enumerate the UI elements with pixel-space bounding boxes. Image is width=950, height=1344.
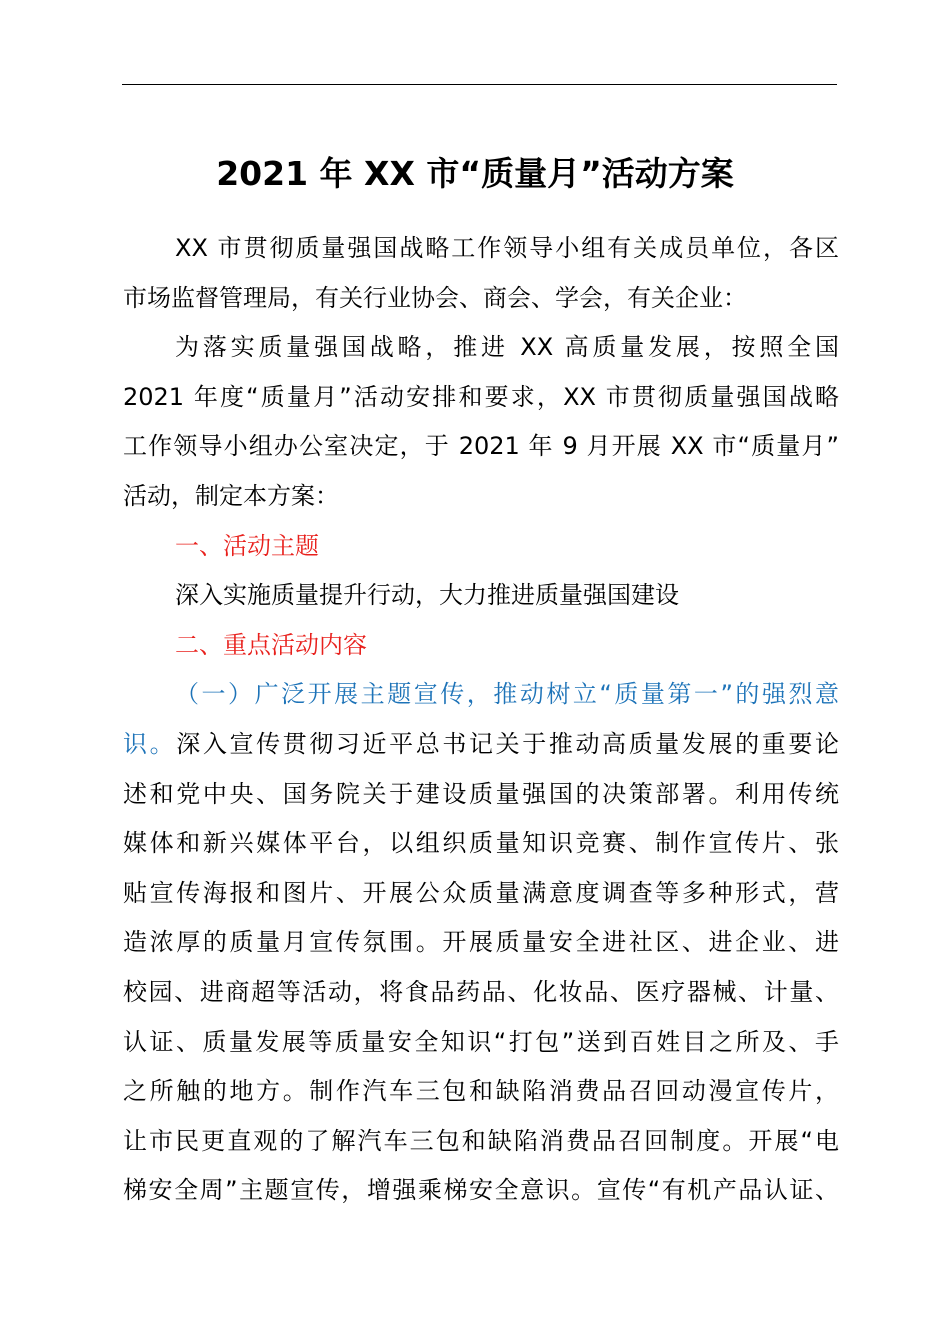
salutation-paragraph	[123, 224, 839, 323]
subsection1-line	[123, 720, 839, 770]
header-rule	[122, 84, 837, 85]
subsection1-heading-end: 识。	[123, 729, 177, 758]
section1-heading-paragraph	[123, 522, 839, 572]
document-body	[123, 224, 839, 1216]
subsection1-paragraph	[123, 670, 839, 1216]
intro-paragraph	[123, 323, 839, 521]
subsection1-heading: （一）广泛开展主题宣传，推动树立“质量第一”的强烈意	[175, 680, 839, 709]
subsection1-line: 贴宣传海报和图片、开展公众质量满意度调查等多种形式，营	[123, 878, 839, 907]
subsection1-line: 述和党中央、国务院关于建设质量强国的决策部署。利用传统	[123, 779, 839, 808]
subsection1-line: 认证、质量发展等质量安全知识“打包”送到百姓目之所及、手	[123, 1027, 839, 1056]
section2-heading-paragraph	[123, 621, 839, 671]
subsection1-line: 媒体和新兴媒体平台，以组织质量知识竞赛、制作宣传片、张	[123, 829, 839, 858]
section2-heading: 二、重点活动内容	[175, 630, 367, 659]
subsection1-line: 校园、进商超等活动，将食品药品、化妆品、医疗器械、计量、	[123, 977, 839, 1006]
subsection1-text: 深入宣传贯彻习近平总书记关于推动高质量发展的重要论	[176, 729, 840, 758]
section1-text: 深入实施质量提升行动，大力推进质量强国建设	[175, 581, 679, 610]
section1-text-paragraph	[123, 571, 839, 621]
subsection1-line: 让市民更直观的了解汽车三包和缺陷消费品召回制度。开展“电	[123, 1126, 839, 1155]
subsection1-line: 梯安全周”主题宣传，增强乘梯安全意识。宣传“有机产品认证、	[123, 1176, 839, 1205]
salutation-line: 市场监督管理局，有关行业协会、商会、学会，有关企业：	[123, 283, 747, 312]
intro-line: 2021 年度“质量月”活动安排和要求，XX 市贯彻质量强国战略	[123, 382, 839, 411]
subsection1-line: 造浓厚的质量月宣传氛围。开展质量安全进社区、进企业、进	[123, 928, 839, 957]
subsection1-line: 之所触的地方。制作汽车三包和缺陷消费品召回动漫宣传片，	[123, 1077, 839, 1106]
section1-heading: 一、活动主题	[175, 531, 319, 560]
intro-line: 活动，制定本方案：	[123, 481, 339, 510]
intro-line: 为落实质量强国战略，推进 XX 高质量发展，按照全国	[175, 333, 839, 362]
document-title: 2021 年 XX 市“质量月”活动方案	[216, 154, 734, 193]
intro-line: 工作领导小组办公室决定，于 2021 年 9 月开展 XX 市“质量月”	[123, 432, 839, 461]
salutation-line: XX 市贯彻质量强国战略工作领导小组有关成员单位，各区	[175, 234, 839, 262]
